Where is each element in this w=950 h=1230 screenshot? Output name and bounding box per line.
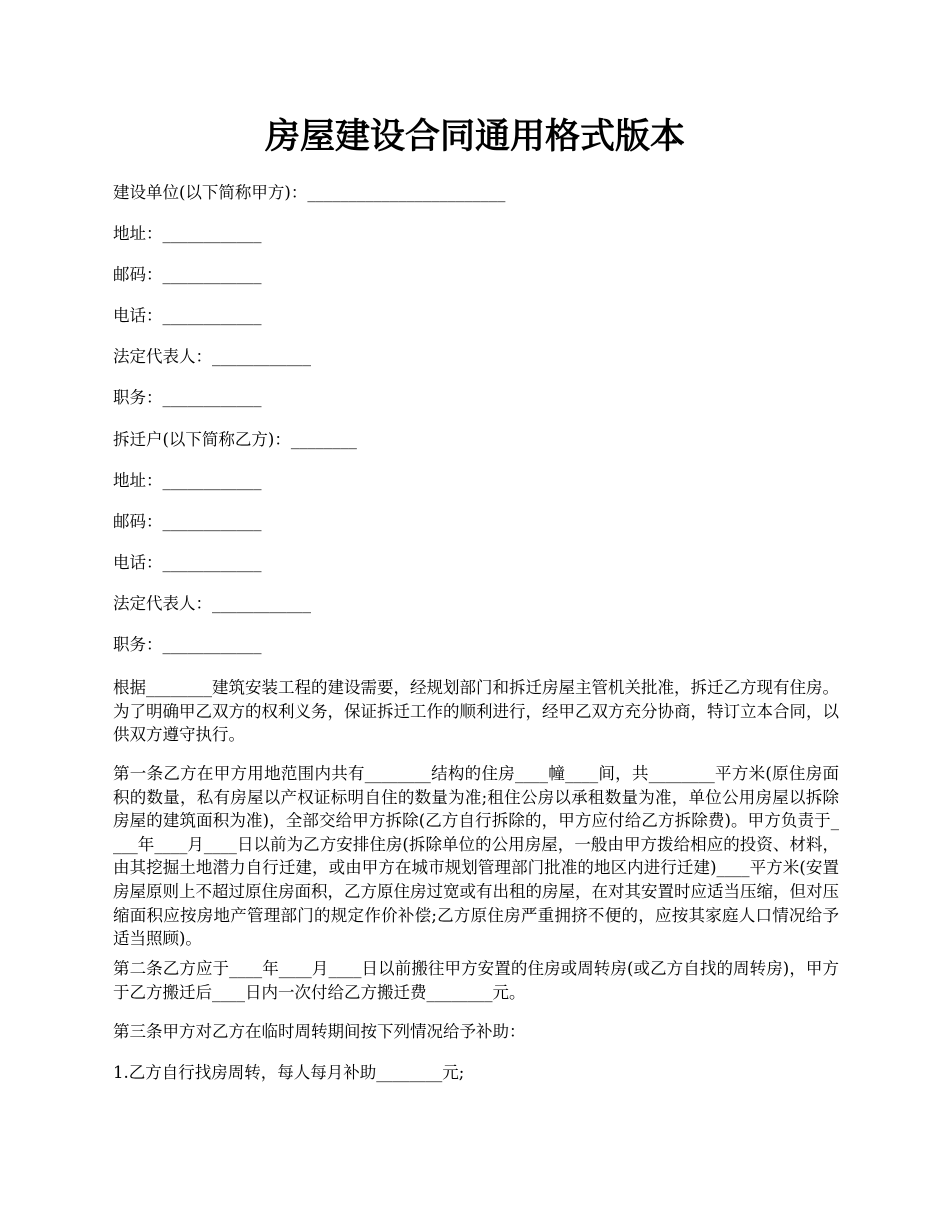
party-b-position: 职务：____________ — [113, 635, 262, 654]
article-3-paragraph: 第三条甲方对乙方在临时周转期间按下列情况给予补助： — [113, 1022, 526, 1041]
party-a-address: 地址：____________ — [113, 224, 262, 243]
article-1-paragraph: 第一条乙方在甲方用地范围内共有________结构的住房____幢____间，共________平方米(原住房面积的数量，私有房屋以产权证标明自住的数量为准;租住公房以承租数量为准，单位公用房屋以拆除房屋的建筑面积为准)，全部交给甲方拆除(乙方自行拆除的，甲方应付给乙方拆除费)。甲方负责于____年____月____日以前为乙方安排住房(拆除单位的公用房屋，一般由甲方拨给相应的投资、材料，由其挖掘土地潜力自行迁建，或由甲方在城市规划管理部门批准的地区内进行迁建)____平方米(安置房屋原则上不超过原住房面积，乙方原住房过宽或有出租的房屋，在对其安置时应适当压缩，但对压缩面积应按房地产管理部门的规定作价补偿;乙方原住房严重拥挤不便的，应按其家庭人口情况给予适当照顾)。 — [113, 764, 839, 949]
party-b-address: 地址：____________ — [113, 471, 262, 490]
item-1-paragraph: 1.乙方自行找房周转，每人每月补助________元; — [113, 1063, 465, 1082]
party-a-position: 职务：____________ — [113, 388, 262, 407]
party-a-unit: 建设单位(以下简称甲方)：________________________ — [113, 183, 506, 202]
party-b-postcode: 邮码：____________ — [113, 512, 262, 531]
party-b-legal-rep: 法定代表人：____________ — [113, 594, 311, 613]
document-title: 房屋建设合同通用格式版本 — [264, 117, 685, 157]
party-a-postcode: 邮码：____________ — [113, 265, 262, 284]
preamble-paragraph: 根据________建筑安装工程的建设需要，经规划部门和拆迁房屋主管机关批准，拆迁乙方现有住房。为了明确甲乙双方的权利义务，保证拆迁工作的顺利进行，经甲乙双方充分协商，特订立本合同，以供双方遵守执行。 — [113, 678, 839, 745]
party-a-legal-rep: 法定代表人：____________ — [113, 347, 311, 366]
party-b-phone: 电话：____________ — [113, 553, 262, 572]
party-b-unit: 拆迁户(以下简称乙方)：________ — [113, 430, 357, 449]
article-2-paragraph: 第二条乙方应于____年____月____日以前搬往甲方安置的住房或周转房(或乙方自找的周转房)，甲方于乙方搬迁后____日内一次付给乙方搬迁费________元。 — [113, 959, 839, 1002]
party-a-phone: 电话：____________ — [113, 306, 262, 325]
